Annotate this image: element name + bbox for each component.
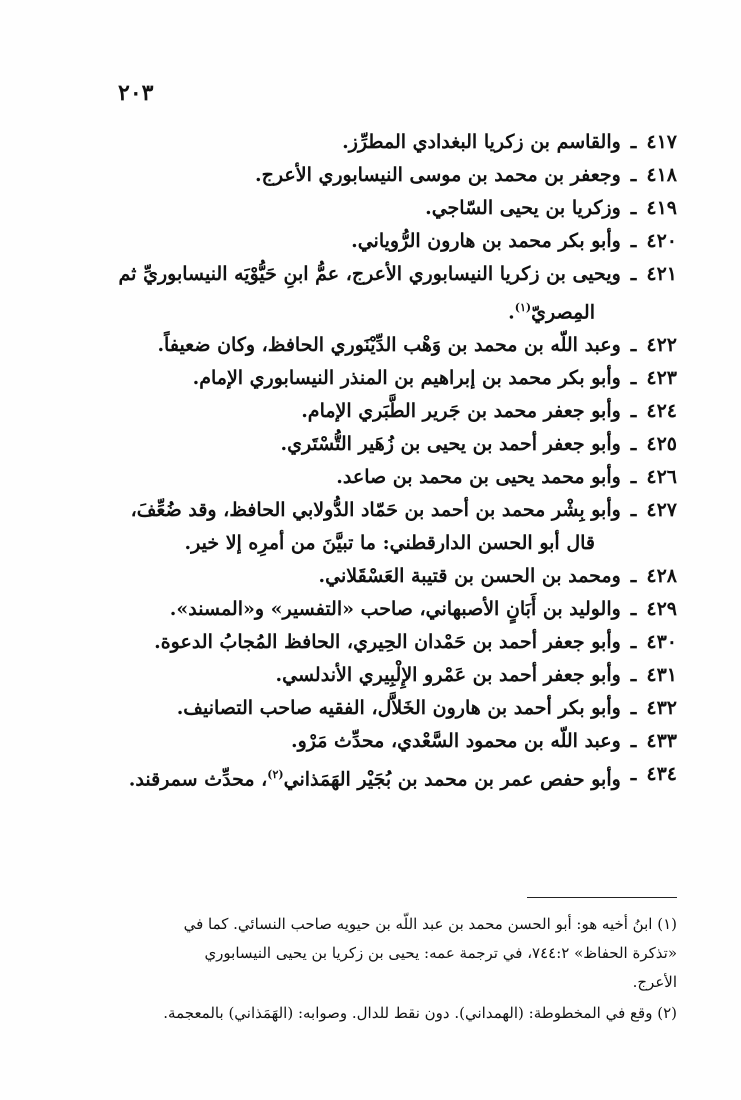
- entry-number: ٤٣١: [646, 664, 677, 687]
- list-item: ٤٣١ ـ وأبو جعفر أحمد بن عَمْرو الإِلْبِيري الأندلسي.: [77, 659, 677, 692]
- entry-number: ٤٢٠: [646, 230, 677, 252]
- entry-text: وعبد اللّه بن محمود السَّعْدي، محدِّث مَرْو.: [290, 730, 621, 753]
- footnote-line: «تذكرة الحفاظ» ٧٤٤:٢، في ترجمة عمه: يحيى بن زكريا بن يحيى النيسابوري: [204, 944, 677, 962]
- list-item: ٤١٧ ـ والقاسم بن زكريا البغدادي المطرِّز.: [77, 126, 677, 159]
- entry-text: وأبو بكر أحمد بن هارون الخَلاَّل، الفقيه صاحب التصانيف.: [176, 697, 621, 720]
- entry-text: وأبو جعفر أحمد بن حَمْدان الحِيري، الحافظ المُجابُ الدعوة.: [154, 631, 621, 654]
- footnote: [67, 999, 677, 1028]
- entry-number: ٤٢٢: [646, 334, 677, 357]
- entry-text: وأبو حفص عمر بن محمد بن بُجَيْر الهَمَذاني$^{(٢)}$، محدِّث سمرقند.: [128, 768, 621, 791]
- entry-number: ٤٢٧: [646, 499, 677, 522]
- entry-text: وزكريا بن يحيى السّاجي.: [425, 197, 621, 219]
- list-item: ٤٢٢ ـ وعبد اللّه بن محمد بن وَهْب الدِّيْنَوري الحافظ، وكان ضعيفاً.: [77, 329, 677, 362]
- entry-text: وأبو بِشْر محمد بن أحمد بن حَمّاد الدُّولابي الحافظ، وقد ضُعِّفَ،: [130, 499, 621, 522]
- entry-number: ٤٣٠: [646, 631, 677, 654]
- entry-text: وجعفر بن محمد بن موسى النيسابوري الأعرج.: [255, 164, 621, 186]
- footnote-line: (٢) وقع في المخطوطة: (الهمداني). دون نقط للدال. وصوابه: (الهَمَذاني) بالمعجمة.: [163, 1004, 677, 1022]
- entry-number: ٤٢٣: [646, 367, 677, 390]
- list-item: ٤٢١ ـ ويحيى بن زكريا النيسابوري الأعرج، عمُّ ابنِ حَيُّوْيَه النيسابوريِّ ثم: [77, 258, 677, 291]
- entry-text: وعبد اللّه بن محمد بن وَهْب الدِّيْنَوري الحافظ، وكان ضعيفاً.: [157, 334, 621, 357]
- entry-continuation: المِصريّ$^{(١)}$.: [508, 301, 595, 324]
- entry-number: ٤١٧: [646, 131, 677, 153]
- entry-text: والوليد بن أَبَانٍ الأصبهاني، صاحب «التفسير» و«المسند».: [169, 598, 621, 621]
- entry-number: ٤٢٩: [646, 598, 677, 621]
- list-item: ٤٢٦ ـ وأبو محمد يحيى بن محمد بن صاعد.: [77, 461, 677, 494]
- entry-text: وأبو جعفر أحمد بن يحيى بن زُهَير التُّسْتَري.: [280, 433, 621, 456]
- list-item: ٤٣٢ ـ وأبو بكر أحمد بن هارون الخَلاَّل، الفقيه صاحب التصانيف.: [77, 692, 677, 725]
- entry-text: والقاسم بن زكريا البغدادي المطرِّز.: [342, 131, 621, 153]
- list-item: ٤٢٩ ـ والوليد بن أَبَانٍ الأصبهاني، صاحب «التفسير» و«المسند».: [77, 593, 677, 626]
- list-item: ٤١٨ ـ وجعفر بن محمد بن موسى النيسابوري الأعرج.: [77, 159, 677, 192]
- footnote-divider: [527, 897, 677, 898]
- entry-number: ٤٣٣: [646, 730, 677, 753]
- list-item: ٤٣٣ ـ وعبد اللّه بن محمود السَّعْدي، محدِّث مَرْو.: [77, 725, 677, 758]
- list-item: ٤٣٤ ـ وأبو حفص عمر بن محمد بن بُجَيْر الهَمَذاني$^{(٢)}$، محدِّث سمرقند.: [77, 758, 677, 796]
- footnotes: [67, 910, 677, 1030]
- entry-list: [77, 126, 677, 797]
- footnote-line: الأعرج.: [632, 973, 677, 991]
- footnote: [67, 910, 677, 997]
- list-item: ٤١٩ ـ وزكريا بن يحيى السّاجي.: [77, 192, 677, 225]
- entry-number: ٤١٨: [646, 164, 677, 186]
- entry-text: وأبو بكر محمد بن إبراهيم بن المنذر النيسابوري الإمام.: [192, 367, 621, 390]
- list-item: ٤٢٤ ـ وأبو جعفر محمد بن جَرير الطَّبَري الإمام.: [77, 395, 677, 428]
- entry-text: وأبو بكر محمد بن هارون الرُّوياني.: [351, 230, 621, 252]
- list-item: ٤٣٠ ـ وأبو جعفر أحمد بن حَمْدان الحِيري، الحافظ المُجابُ الدعوة.: [77, 626, 677, 659]
- list-item: ٤٢٨ ـ ومحمد بن الحسن بن قتيبة العَسْقَلاني.: [77, 560, 677, 593]
- entry-text: ويحيى بن زكريا النيسابوري الأعرج، عمُّ ابنِ حَيُّوْيَه النيسابوريِّ ثم: [118, 263, 621, 285]
- entry-number: ٤٢١: [646, 263, 677, 285]
- entry-number: ٤٢٨: [646, 565, 677, 588]
- entry-continuation: قال أبو الحسن الدارقطني: ما تبيَّنَ من أمرِه إلا خير.: [184, 532, 595, 555]
- entry-number: ٤١٩: [646, 197, 677, 219]
- list-item: ٤٢٧ ـ وأبو بِشْر محمد بن أحمد بن حَمّاد الدُّولابي الحافظ، وقد ضُعِّفَ،: [77, 494, 677, 527]
- entry-number: ٤٢٤: [646, 400, 677, 423]
- entry-number: ٤٢٦: [646, 466, 677, 489]
- list-item: ٤٢٣ ـ وأبو بكر محمد بن إبراهيم بن المنذر النيسابوري الإمام.: [77, 362, 677, 395]
- footnote-ref: (١): [514, 301, 532, 314]
- entry-text: وأبو جعفر أحمد بن عَمْرو الإِلْبِيري الأندلسي.: [275, 664, 621, 687]
- list-item: ٤٢٠ ـ وأبو بكر محمد بن هارون الرُّوياني.: [77, 225, 677, 258]
- list-item: ٤٢٥ ـ وأبو جعفر أحمد بن يحيى بن زُهَير التُّسْتَري.: [77, 428, 677, 461]
- footnote-ref: (٢): [267, 768, 284, 782]
- entry-number: ٤٢٥: [646, 433, 677, 456]
- entry-text: وأبو محمد يحيى بن محمد بن صاعد.: [336, 466, 621, 489]
- entry-number: ٤٣٤: [646, 763, 677, 786]
- entry-text: ومحمد بن الحسن بن قتيبة العَسْقَلاني.: [318, 565, 621, 588]
- entry-text: وأبو جعفر محمد بن جَرير الطَّبَري الإمام.: [301, 400, 621, 423]
- page-number: ٢٠٣: [118, 80, 154, 106]
- footnote-line: (١) ابنُ أخيه هو: أبو الحسن محمد بن عبد اللّه بن حيويه صاحب النسائي. كما في: [183, 915, 677, 933]
- entry-number: ٤٣٢: [646, 697, 677, 720]
